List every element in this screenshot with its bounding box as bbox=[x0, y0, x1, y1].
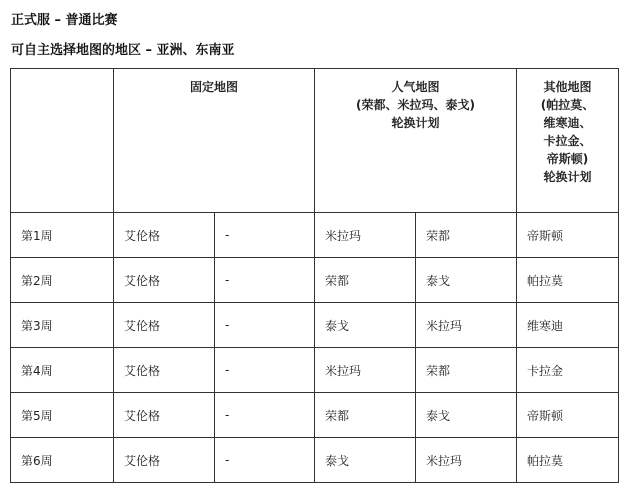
week-cell: 第6周 bbox=[11, 438, 114, 483]
table-header bbox=[11, 69, 619, 213]
popular-map-cell: 泰戈 bbox=[416, 258, 517, 303]
table-row bbox=[11, 438, 619, 483]
fixed-map-cell: 艾伦格 bbox=[114, 303, 215, 348]
week-cell: 第1周 bbox=[11, 213, 114, 258]
week-cell: 第2周 bbox=[11, 258, 114, 303]
header-popular-maps: 人气地图 (荣都、米拉玛、泰戈) 轮换计划 bbox=[315, 69, 517, 213]
other-map-cell: 卡拉金 bbox=[517, 348, 619, 393]
week-cell: 第4周 bbox=[11, 348, 114, 393]
page-title: 正式服 – 普通比赛 bbox=[11, 13, 118, 28]
popular-map-cell: 泰戈 bbox=[315, 303, 416, 348]
other-map-cell: 维寒迪 bbox=[517, 303, 619, 348]
week-cell: 第3周 bbox=[11, 303, 114, 348]
table-row bbox=[11, 393, 619, 438]
table-body bbox=[11, 213, 619, 483]
map-rotation-table bbox=[10, 68, 619, 483]
header-other-maps: 其他地图 (帕拉莫、 维寒迪、 卡拉金、 帝斯顿) 轮换计划 bbox=[517, 69, 619, 213]
page-subtitle: 可自主选择地图的地区 – 亚洲、东南亚 bbox=[11, 43, 235, 58]
popular-map-cell: 米拉玛 bbox=[416, 438, 517, 483]
fixed-map-cell: 艾伦格 bbox=[114, 393, 215, 438]
fixed-map-empty-cell: - bbox=[215, 348, 315, 393]
popular-map-cell: 荣都 bbox=[315, 393, 416, 438]
popular-map-cell: 泰戈 bbox=[416, 393, 517, 438]
other-map-cell: 帕拉莫 bbox=[517, 438, 619, 483]
popular-map-cell: 泰戈 bbox=[315, 438, 416, 483]
table-row bbox=[11, 213, 619, 258]
fixed-map-cell: 艾伦格 bbox=[114, 258, 215, 303]
table-row bbox=[11, 348, 619, 393]
fixed-map-empty-cell: - bbox=[215, 393, 315, 438]
popular-map-cell: 米拉玛 bbox=[315, 348, 416, 393]
header-week bbox=[11, 69, 114, 213]
fixed-map-empty-cell: - bbox=[215, 438, 315, 483]
fixed-map-empty-cell: - bbox=[215, 303, 315, 348]
fixed-map-empty-cell: - bbox=[215, 258, 315, 303]
other-map-cell: 帝斯顿 bbox=[517, 213, 619, 258]
fixed-map-empty-cell: - bbox=[215, 213, 315, 258]
popular-map-cell: 米拉玛 bbox=[315, 213, 416, 258]
table-row bbox=[11, 303, 619, 348]
week-cell: 第5周 bbox=[11, 393, 114, 438]
popular-map-cell: 荣都 bbox=[315, 258, 416, 303]
table-header-row bbox=[11, 69, 619, 213]
popular-map-cell: 米拉玛 bbox=[416, 303, 517, 348]
other-map-cell: 帕拉莫 bbox=[517, 258, 619, 303]
popular-map-cell: 荣都 bbox=[416, 348, 517, 393]
fixed-map-cell: 艾伦格 bbox=[114, 348, 215, 393]
fixed-map-cell: 艾伦格 bbox=[114, 213, 215, 258]
table-row bbox=[11, 258, 619, 303]
other-map-cell: 帝斯顿 bbox=[517, 393, 619, 438]
header-fixed-maps: 固定地图 bbox=[114, 69, 315, 213]
popular-map-cell: 荣都 bbox=[416, 213, 517, 258]
fixed-map-cell: 艾伦格 bbox=[114, 438, 215, 483]
